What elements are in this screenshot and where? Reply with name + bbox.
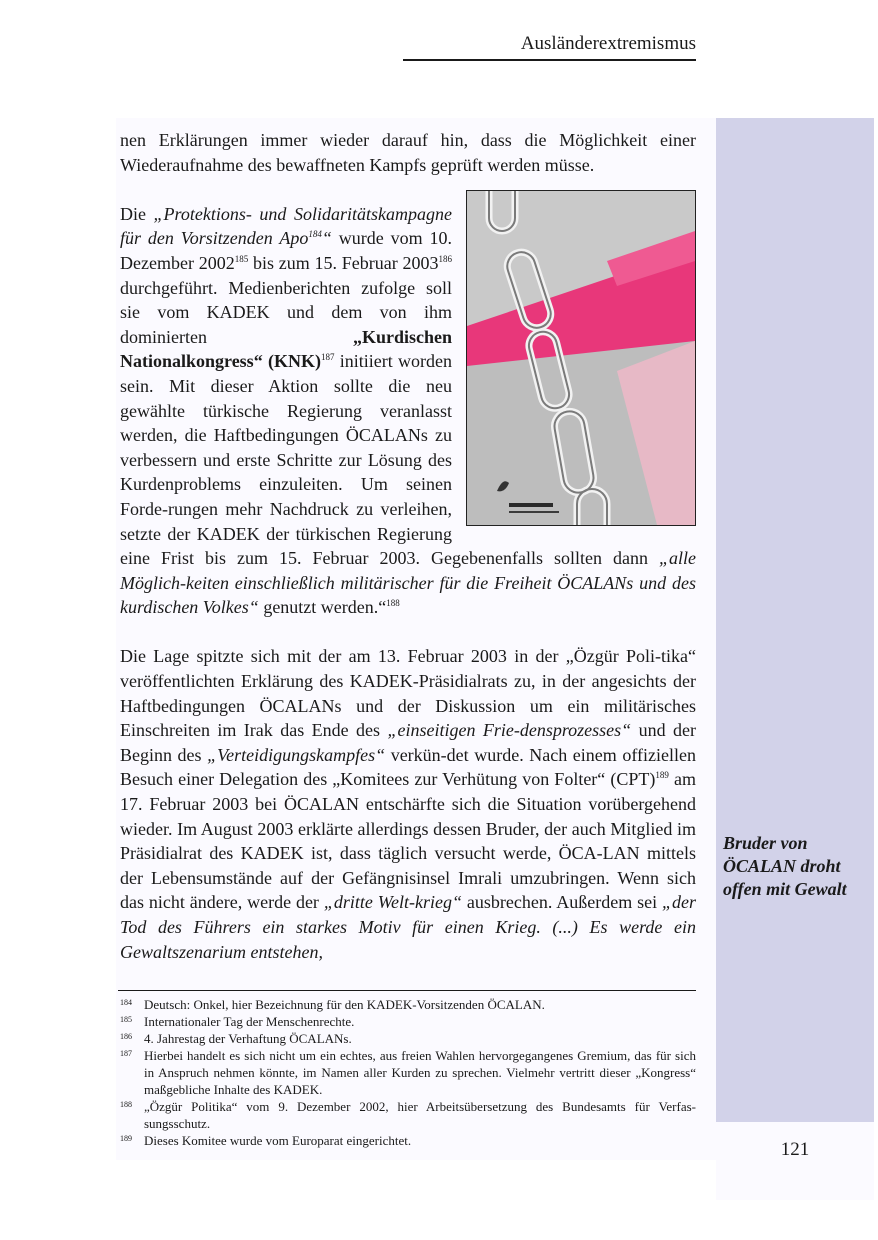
footnote-number: 189 [120, 1134, 132, 1143]
footnote-number: 187 [120, 1049, 132, 1058]
footnote-text: Deutsch: Onkel, hier Bezeichnung für den KADEK-Vorsitzenden ÖCALAN. [144, 997, 545, 1012]
footnote-rule [118, 990, 696, 991]
footnote-number: 184 [120, 998, 132, 1007]
footnote [120, 1030, 696, 1047]
footnote-text: Internationaler Tag der Menschenrechte. [144, 1014, 355, 1029]
footnote-number: 185 [120, 1015, 132, 1024]
footnote-text: Dieses Komitee wurde vom Europarat eingerichtet. [144, 1133, 412, 1148]
footnote-text: „Özgür Politika“ vom 9. Dezember 2002, hier Arbeitsübersetzung des Bundesamts für Verfas-sungsschutz. [144, 1099, 696, 1131]
page-number: 121 [780, 1139, 810, 1160]
footnote [120, 996, 696, 1013]
footnote-number: 186 [120, 1032, 132, 1041]
side-panel [716, 118, 874, 1122]
footnote-text: 4. Jahrestag der Verhaftung ÖCALANs. [144, 1031, 352, 1046]
paragraph-2: Die „Protektions- und Solidaritätskampagne für den Vorsitzenden Apo$^{184}$“ wurde vom 10. Dezember 2002$^{185}$ bis zum 15. Februar 2003$^{186}$ durchgeführt. Medienberichten zufolge soll sie vom KADEK und dem von ihm dominierten „Kurdischen Nationalkongress“ (KNK)$^{187}$ initiiert worden sein. Mit dieser Aktion sollte die neu gewählte türkische Regierung veranlasst werden, die Haftbedingungen ÖCALANs zu verbessern und erste Schritte zur Lösung des Kurdenproblems einzuleiten. Um seinen Forde-rungen mehr Nachdruck zu verleihen, setzte der KADEK der türkischen Regierung eine Frist bis zum 15. Februar 2003. Gegebenenfalls sollten dann „alle Möglich-keiten einschließlich militärischer für die Freiheit ÖCALANs und des kurdischen Volkes“ genutzt werden.“$^{188}$ [120, 203, 696, 618]
running-head: Ausländerextremismus [403, 32, 696, 61]
footnote [120, 1013, 696, 1030]
chain-poster-graphic [467, 191, 695, 525]
marginal-note: Bruder von ÖCALAN droht offen mit Gewalt [723, 833, 847, 899]
poster-image [466, 190, 696, 526]
footnote [120, 1047, 696, 1098]
footnote-number: 188 [120, 1100, 132, 1109]
paragraph-3: Die Lage spitzte sich mit der am 13. Februar 2003 in der „Özgür Poli-tika“ veröffentlichten Erklärung des KADEK-Präsidialrats zu, in der angesichts der Haftbedingungen ÖCALANs und der Diskussion um ein militärisches Einschreiten im Irak das Ende des „einseitigen Frie-densprozesses“ und der Beginn des „Verteidigungskampfes“ verkün-det wurde. Nach einem offiziellen Besuch einer Delegation des „Komitees zur Verhütung von Folter“ (CPT)$^{189}$ am 17. Februar 2003 bei ÖCALAN entschärfte sich die Situation vorübergehend wieder. Im August 2003 erklärte allerdings dessen Bruder, der auch Mitglied im Präsidialrat des KADEK ist, dass täglich versucht werde, ÖCA-LAN mittels der Lebensumstände auf der Gefängnisinsel Imrali umzubringen. Wenn sich das nicht ändere, werde der „dritte Welt-krieg“ ausbrechen. Außerdem sei „der Tod des Führers ein starkes Motiv für einen Krieg. (...) Es werde ein Gewaltszenarium entstehen, [120, 646, 697, 962]
paragraph-1: nen Erklärungen immer wieder darauf hin, dass die Möglichkeit einer Wiederaufnahme des bewaffneten Kampfs geprüft werden müsse. [120, 130, 696, 175]
footnote [120, 1132, 696, 1149]
body-text [120, 128, 696, 964]
footnote-text: Hierbei handelt es sich nicht um ein echtes, aus freien Wahlen hervorgegangenes Gremium, das für sich in Anspruch nehmen könnte, im Namen aller Kurden zu sprechen. Vielmehr vertritt dieser „Kongress“ maßgebliche Inhalte des KADEK. [144, 1048, 696, 1097]
footnote [120, 1098, 696, 1132]
footnotes [120, 996, 696, 1149]
